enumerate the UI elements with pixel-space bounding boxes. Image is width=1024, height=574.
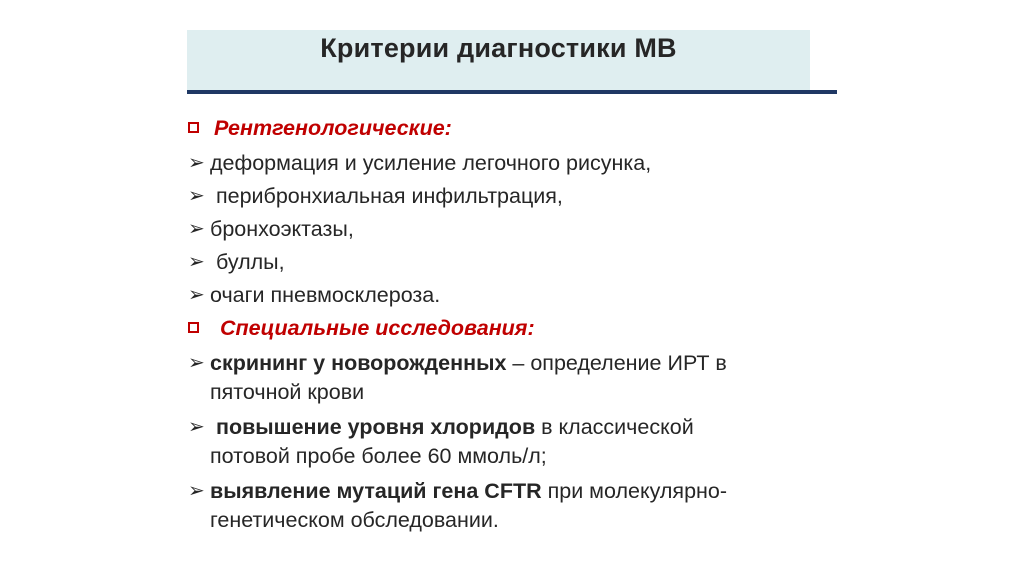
list-item-bold: скрининг у новорожденных [210,351,507,375]
list-item-text: буллы, [210,250,285,274]
list-item-text: перибронхиальная инфильтрация, [210,184,563,208]
list-item [188,149,828,178]
section-heading-xray [188,114,828,143]
list-item-text: бронхоэктазы, [210,217,354,241]
arrow-bullet-icon: ➢ [188,152,205,174]
list-item-bold: повышение уровня хлоридов [210,415,536,439]
arrow-bullet-icon: ➢ [188,218,205,240]
arrow-bullet-icon: ➢ [188,480,205,502]
list-item-text [210,477,810,535]
list-item-text [210,413,770,471]
list-item [188,215,828,244]
list-item-bold: выявление мутаций гена CFTR [210,479,542,503]
list-item [188,413,828,471]
square-checkbox-icon [188,122,199,133]
list-item-text [210,349,800,407]
arrow-bullet-icon: ➢ [188,251,205,273]
section-heading-label: Рентгенологические: [214,116,452,140]
list-item-text: деформация и усиление легочного рисунка, [210,151,652,175]
title-underline [187,90,837,94]
arrow-bullet-icon: ➢ [188,185,205,207]
list-item-rest: в классической потовой пробе более 60 ммоль/л; [210,415,694,468]
arrow-bullet-icon: ➢ [188,416,205,438]
slide-content [188,114,828,535]
list-item-rest: при молекулярно-генетическом обследовании. [210,479,728,532]
list-item-rest: – определение ИРТ в пяточной крови [210,351,727,404]
arrow-bullet-icon: ➢ [188,284,205,306]
arrow-bullet-icon: ➢ [188,352,205,374]
list-item-text: очаги пневмосклероза. [210,283,441,307]
section-heading-label: Специальные исследования: [214,316,535,340]
section-heading-special [188,314,828,343]
square-checkbox-icon [188,322,199,333]
list-item [188,182,828,211]
list-item [188,248,828,277]
slide-title: Критерии диагностики МВ [320,33,677,63]
list-item [188,477,828,535]
list-item [188,281,828,310]
list-item [188,349,828,407]
